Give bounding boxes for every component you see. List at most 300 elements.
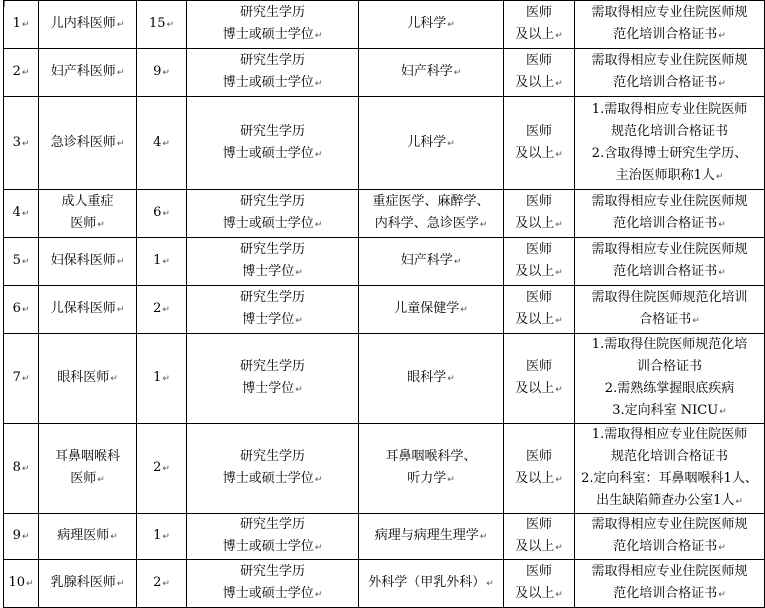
major-requirement-line [362,298,500,321]
paragraph-mark-icon: ↵ [447,20,455,30]
major-requirement-text: 听力学 [407,471,447,486]
other-requirements-text: 范化培训合格证书 [613,586,718,601]
position-name-line [42,213,133,236]
position-name-text: 耳鼻咽喉科 [54,449,120,464]
paragraph-mark-icon: ↵ [555,316,563,326]
paragraph-mark-icon: ↵ [21,68,30,78]
title-requirement-text: 及以上 [515,145,555,161]
title-requirement-line [507,261,571,284]
paragraph-mark-icon: ↵ [21,305,30,315]
major-requirement-cell [359,97,504,190]
headcount-cell [137,1,187,49]
major-requirement-cell [359,238,504,286]
paragraph-mark-icon: ↵ [718,220,726,230]
education-requirement-cell [187,49,359,97]
title-requirement-line [507,239,571,261]
position-name-text: 乳腺科医师 [50,575,116,590]
paragraph-mark-icon: ↵ [486,579,494,589]
education-requirement-line [190,287,355,309]
row-number-cell [4,424,39,514]
major-requirement-line [362,132,500,155]
headcount-text: 1 [153,370,162,385]
position-name-cell [39,334,137,424]
paragraph-mark-icon: ↵ [116,257,125,267]
other-requirements-line [578,378,761,400]
position-name-line [42,250,133,273]
row-number-text: 1 [12,16,21,31]
other-requirements-text: 需取得相应专业住院医师规 [591,517,748,532]
other-requirements-cell [575,424,765,514]
education-requirement-cell [187,190,359,238]
other-requirements-cell [575,286,765,334]
education-requirement-line [190,446,355,468]
title-requirement-line [507,561,571,583]
education-requirement-line [190,24,355,47]
table-row [4,190,765,238]
position-name-cell [39,1,137,49]
title-requirement-line [507,121,571,143]
other-requirements-text: 需取得相应专业住院医师规 [591,194,748,209]
education-requirement-cell [187,560,359,608]
headcount-cell [137,190,187,238]
position-name-text: 急诊科医师 [50,134,116,150]
major-requirement-text: 外科学（甲乳外科） [368,575,486,590]
paragraph-mark-icon: ↵ [162,257,170,267]
other-requirements-cell [575,238,765,286]
paragraph-mark-icon: ↵ [479,220,488,230]
title-requirement-cell [504,1,575,49]
major-requirement-cell [359,560,504,608]
row-number-cell [4,1,39,49]
title-requirement-text: 医师 [525,564,552,579]
other-requirements-line [578,165,761,188]
education-requirement-text: 博士或硕士学位 [222,471,314,486]
position-name-cell [39,49,137,97]
row-number-cell [4,286,39,334]
other-requirements-line [578,143,761,165]
headcount-cell [137,514,187,560]
position-name-text: 妇保科医师 [50,253,116,268]
paragraph-mark-icon: ↵ [460,305,468,315]
paragraph-mark-icon: ↵ [555,79,563,89]
paragraph-mark-icon: ↵ [718,79,726,89]
other-requirements-line [578,490,761,513]
education-requirement-line [190,191,355,213]
title-requirement-text: 及以上 [515,75,555,90]
paragraph-mark-icon: ↵ [21,138,30,149]
title-requirement-cell [504,560,575,608]
education-requirement-text: 研究生学历 [239,194,305,209]
major-requirement-text: 眼科学 [407,370,447,385]
paragraph-mark-icon: ↵ [314,220,323,230]
major-requirement-cell [359,49,504,97]
headcount-text: 2 [153,460,162,475]
education-requirement-text: 研究生学历 [239,5,305,20]
row-number-text: 2 [12,64,21,79]
education-requirement-line [190,239,355,261]
other-requirements-text: 需取得相应专业住院医师规 [591,5,748,20]
major-requirement-text: 妇产科学 [400,253,453,268]
title-requirement-text: 医师 [525,53,552,68]
paragraph-mark-icon: ↵ [295,316,303,326]
other-requirements-line [578,72,761,95]
title-requirement-line [507,309,571,332]
education-requirement-text: 博士或硕士学位 [222,27,314,42]
education-requirement-text: 研究生学历 [239,53,305,68]
table-row [4,97,765,190]
table-row [4,424,765,514]
paragraph-mark-icon: ↵ [116,305,125,315]
other-requirements-line [578,536,761,559]
title-requirement-line [507,378,571,401]
paragraph-mark-icon: ↵ [162,464,170,474]
other-requirements-line [578,287,761,309]
position-name-cell [39,286,137,334]
other-requirements-text: 范化培训合格证书 [613,27,718,42]
headcount-cell [137,286,187,334]
paragraph-mark-icon: ↵ [314,149,323,160]
education-requirement-line [190,468,355,491]
headcount-cell [137,49,187,97]
position-name-cell [39,238,137,286]
title-requirement-cell [504,286,575,334]
title-requirement-cell [504,514,575,560]
major-requirement-cell [359,190,504,238]
paragraph-mark-icon: ↵ [314,543,323,553]
other-requirements-text: 范化培训合格证书 [613,264,718,279]
headcount-text: 2 [153,301,162,316]
table-row [4,49,765,97]
education-requirement-text: 博士或硕士学位 [222,75,314,90]
education-requirement-text: 研究生学历 [239,290,305,305]
major-requirement-line [362,572,500,595]
title-requirement-cell [504,190,575,238]
row-number-cell [4,514,39,560]
education-requirement-cell [187,286,359,334]
major-requirement-line [362,191,500,213]
position-name-cell [39,97,137,190]
headcount-text: 9 [153,64,162,79]
major-requirement-line [362,250,500,273]
paragraph-mark-icon: ↵ [314,475,323,485]
education-requirement-text: 博士或硕士学位 [222,216,314,231]
paragraph-mark-icon: ↵ [21,374,30,384]
other-requirements-line [578,583,761,606]
title-requirement-text: 及以上 [515,471,555,486]
education-requirement-line [190,309,355,332]
other-requirements-line [578,239,761,261]
paragraph-mark-icon: ↵ [116,20,125,30]
other-requirements-cell [575,1,765,49]
education-requirement-cell [187,97,359,190]
paragraph-mark-icon: ↵ [314,79,323,89]
education-requirement-cell [187,424,359,514]
table-row [4,238,765,286]
paragraph-mark-icon: ↵ [735,497,743,507]
education-requirement-text: 博士学位 [242,264,295,279]
position-name-text: 妇产科医师 [50,64,116,79]
education-requirement-line [190,356,355,378]
paragraph-mark-icon: ↵ [295,385,303,395]
education-requirement-line [190,213,355,236]
paragraph-mark-icon: ↵ [21,20,30,30]
title-requirement-cell [504,97,575,190]
title-requirement-cell [504,334,575,424]
other-requirements-cell [575,514,765,560]
title-requirement-text: 及以上 [515,216,555,231]
headcount-text: 15 [148,16,166,31]
other-requirements-text: 需取得相应专业住院医师规 [591,242,748,257]
education-requirement-line [190,536,355,559]
other-requirements-line [578,213,761,236]
row-number-cell [4,334,39,424]
paragraph-mark-icon: ↵ [97,475,105,485]
other-requirements-text: 合格证书 [639,312,692,327]
other-requirements-line [578,121,761,143]
paragraph-mark-icon: ↵ [718,268,726,278]
table-row [4,560,765,608]
education-requirement-text: 研究生学历 [239,123,305,139]
title-requirement-text: 及以上 [515,27,555,42]
row-number-cell [4,238,39,286]
education-requirement-line [190,121,355,143]
position-name-line [42,446,133,468]
headcount-cell [137,97,187,190]
education-requirement-text: 博士学位 [242,381,295,396]
paragraph-mark-icon: ↵ [447,475,455,485]
title-requirement-text: 医师 [525,123,552,139]
title-requirement-cell [504,238,575,286]
major-requirement-line [362,525,500,548]
position-name-line [42,13,133,36]
major-requirement-text: 妇产科学 [400,64,453,79]
position-name-text: 成人重症 [61,194,114,209]
table-row [4,1,765,49]
paragraph-mark-icon: ↵ [116,68,125,78]
other-requirements-line [578,50,761,72]
title-requirement-line [507,143,571,166]
headcount-text: 4 [153,134,162,150]
other-requirements-cell [575,560,765,608]
position-name-cell [39,514,137,560]
title-requirement-text: 及以上 [515,539,555,554]
paragraph-mark-icon: ↵ [314,31,323,41]
paragraph-mark-icon: ↵ [162,68,170,78]
paragraph-mark-icon: ↵ [453,68,462,78]
other-requirements-text: 规范化培训合格证书 [610,123,728,139]
title-requirement-line [507,468,571,491]
major-requirement-text: 儿科学 [407,134,447,150]
major-requirement-line [362,213,500,236]
other-requirements-line [578,261,761,284]
headcount-text: 2 [153,575,162,590]
major-requirement-line [362,367,500,390]
paragraph-mark-icon: ↵ [718,590,726,600]
position-name-text: 儿内科医师 [50,16,116,31]
position-name-text: 医师 [70,216,97,231]
table-row [4,286,765,334]
title-requirement-line [507,287,571,309]
paragraph-mark-icon: ↵ [162,138,170,149]
headcount-cell [137,334,187,424]
other-requirements-text: 需取得住院医师规范化培训 [591,290,748,305]
education-requirement-cell [187,238,359,286]
position-name-text: 医师 [70,471,97,486]
position-name-line [42,468,133,491]
row-number-text: 10 [8,575,25,590]
other-requirements-cell [575,49,765,97]
education-requirement-text: 博士或硕士学位 [222,539,314,554]
paragraph-mark-icon: ↵ [21,257,30,267]
education-requirement-text: 研究生学历 [239,242,305,257]
title-requirement-text: 及以上 [515,312,555,327]
row-number-text: 3 [12,134,21,150]
other-requirements-line [578,514,761,536]
position-name-line [42,525,133,548]
title-requirement-text: 医师 [525,517,552,532]
major-requirement-text: 儿科学 [407,16,447,31]
paragraph-mark-icon: ↵ [162,579,170,589]
paragraph-mark-icon: ↵ [162,374,170,384]
other-requirements-line [578,400,761,423]
headcount-cell [137,560,187,608]
position-name-line [42,132,133,155]
other-requirements-text: 主治医师职称1人 [615,167,715,183]
paragraph-mark-icon: ↵ [162,209,170,219]
major-requirement-cell [359,1,504,49]
other-requirements-line [578,2,761,24]
paragraph-mark-icon: ↵ [555,590,563,600]
other-requirements-cell [575,97,765,190]
row-number-cell [4,49,39,97]
paragraph-mark-icon: ↵ [715,171,724,182]
education-requirement-text: 博士学位 [242,312,295,327]
other-requirements-text: 规范化培训合格证书 [610,449,728,464]
headcount-cell [137,238,187,286]
other-requirements-line [578,334,761,356]
education-requirement-line [190,2,355,24]
major-requirement-text: 内科学、急诊医学 [374,216,479,231]
other-requirements-text: 1.需取得相应专业住院医师 [591,427,748,442]
row-number-text: 5 [12,253,21,268]
position-name-line [42,298,133,321]
other-requirements-text: 2.定向科室：耳鼻咽喉科1人、 [581,471,758,486]
other-requirements-text: 范化培训合格证书 [613,539,718,554]
title-requirement-line [507,191,571,213]
row-number-text: 9 [12,528,21,543]
paragraph-mark-icon: ↵ [718,31,726,41]
paragraph-mark-icon: ↵ [555,268,563,278]
other-requirements-line [578,191,761,213]
title-requirement-text: 及以上 [515,381,555,396]
paragraph-mark-icon: ↵ [479,532,488,542]
paragraph-mark-icon: ↵ [21,209,30,219]
education-requirement-cell [187,514,359,560]
title-requirement-line [507,356,571,378]
major-requirement-cell [359,424,504,514]
position-name-text: 儿保科医师 [50,301,116,316]
other-requirements-text: 出生缺陷筛查办公室1人 [596,493,735,508]
education-requirement-text: 博士或硕士学位 [222,586,314,601]
headcount-cell [137,424,187,514]
education-requirement-line [190,514,355,536]
paragraph-mark-icon: ↵ [97,220,105,230]
title-requirement-text: 医师 [525,359,552,374]
other-requirements-line [578,99,761,121]
paragraph-mark-icon: ↵ [21,532,30,542]
paragraph-mark-icon: ↵ [692,316,700,326]
major-requirement-line [362,61,500,84]
paragraph-mark-icon: ↵ [719,407,727,417]
other-requirements-text: 2.含取得博士研究生学历、 [591,145,748,161]
education-requirement-line [190,561,355,583]
education-requirement-cell [187,1,359,49]
education-requirement-line [190,50,355,72]
row-number-text: 8 [12,460,21,475]
paragraph-mark-icon: ↵ [26,579,34,589]
title-requirement-text: 医师 [525,5,552,20]
education-requirement-text: 研究生学历 [239,564,305,579]
major-requirement-cell [359,286,504,334]
major-requirement-text: 病理与病理生理学 [374,528,479,543]
position-name-text: 眼科医师 [57,370,110,385]
paragraph-mark-icon: ↵ [116,138,125,149]
other-requirements-cell [575,190,765,238]
title-requirement-line [507,2,571,24]
paragraph-mark-icon: ↵ [110,374,118,384]
title-requirement-text: 医师 [525,290,552,305]
paragraph-mark-icon: ↵ [314,590,323,600]
row-number-text: 6 [12,301,21,316]
table-row [4,334,765,424]
paragraph-mark-icon: ↵ [555,149,563,160]
title-requirement-text: 及以上 [515,586,555,601]
paragraph-mark-icon: ↵ [447,138,455,149]
other-requirements-line [578,309,761,332]
title-requirement-text: 医师 [525,449,552,464]
paragraph-mark-icon: ↵ [555,385,563,395]
position-name-cell [39,190,137,238]
major-requirement-line [362,468,500,491]
other-requirements-text: 训合格证书 [636,359,702,374]
other-requirements-text: 3.定向科室 NICU [612,403,719,418]
major-requirement-cell [359,334,504,424]
title-requirement-line [507,50,571,72]
paragraph-mark-icon: ↵ [555,220,563,230]
paragraph-mark-icon: ↵ [295,268,303,278]
major-requirement-cell [359,514,504,560]
position-name-cell [39,424,137,514]
paragraph-mark-icon: ↵ [116,579,125,589]
other-requirements-text: 需取得相应专业住院医师规 [591,564,748,579]
paragraph-mark-icon: ↵ [447,374,455,384]
headcount-text: 1 [153,253,162,268]
table-body [4,1,765,608]
position-name-line [42,572,133,595]
paragraph-mark-icon: ↵ [555,31,563,41]
other-requirements-text: 1.需取得相应专业住院医师 [591,101,748,117]
major-requirement-text: 重症医学、麻醉学、 [372,194,490,209]
title-requirement-text: 医师 [525,242,552,257]
paragraph-mark-icon: ↵ [110,532,118,542]
other-requirements-text: 需取得相应专业住院医师规 [591,53,748,68]
title-requirement-cell [504,49,575,97]
education-requirement-line [190,583,355,606]
other-requirements-line [578,24,761,47]
title-requirement-line [507,514,571,536]
other-requirements-line [578,468,761,490]
other-requirements-cell [575,334,765,424]
